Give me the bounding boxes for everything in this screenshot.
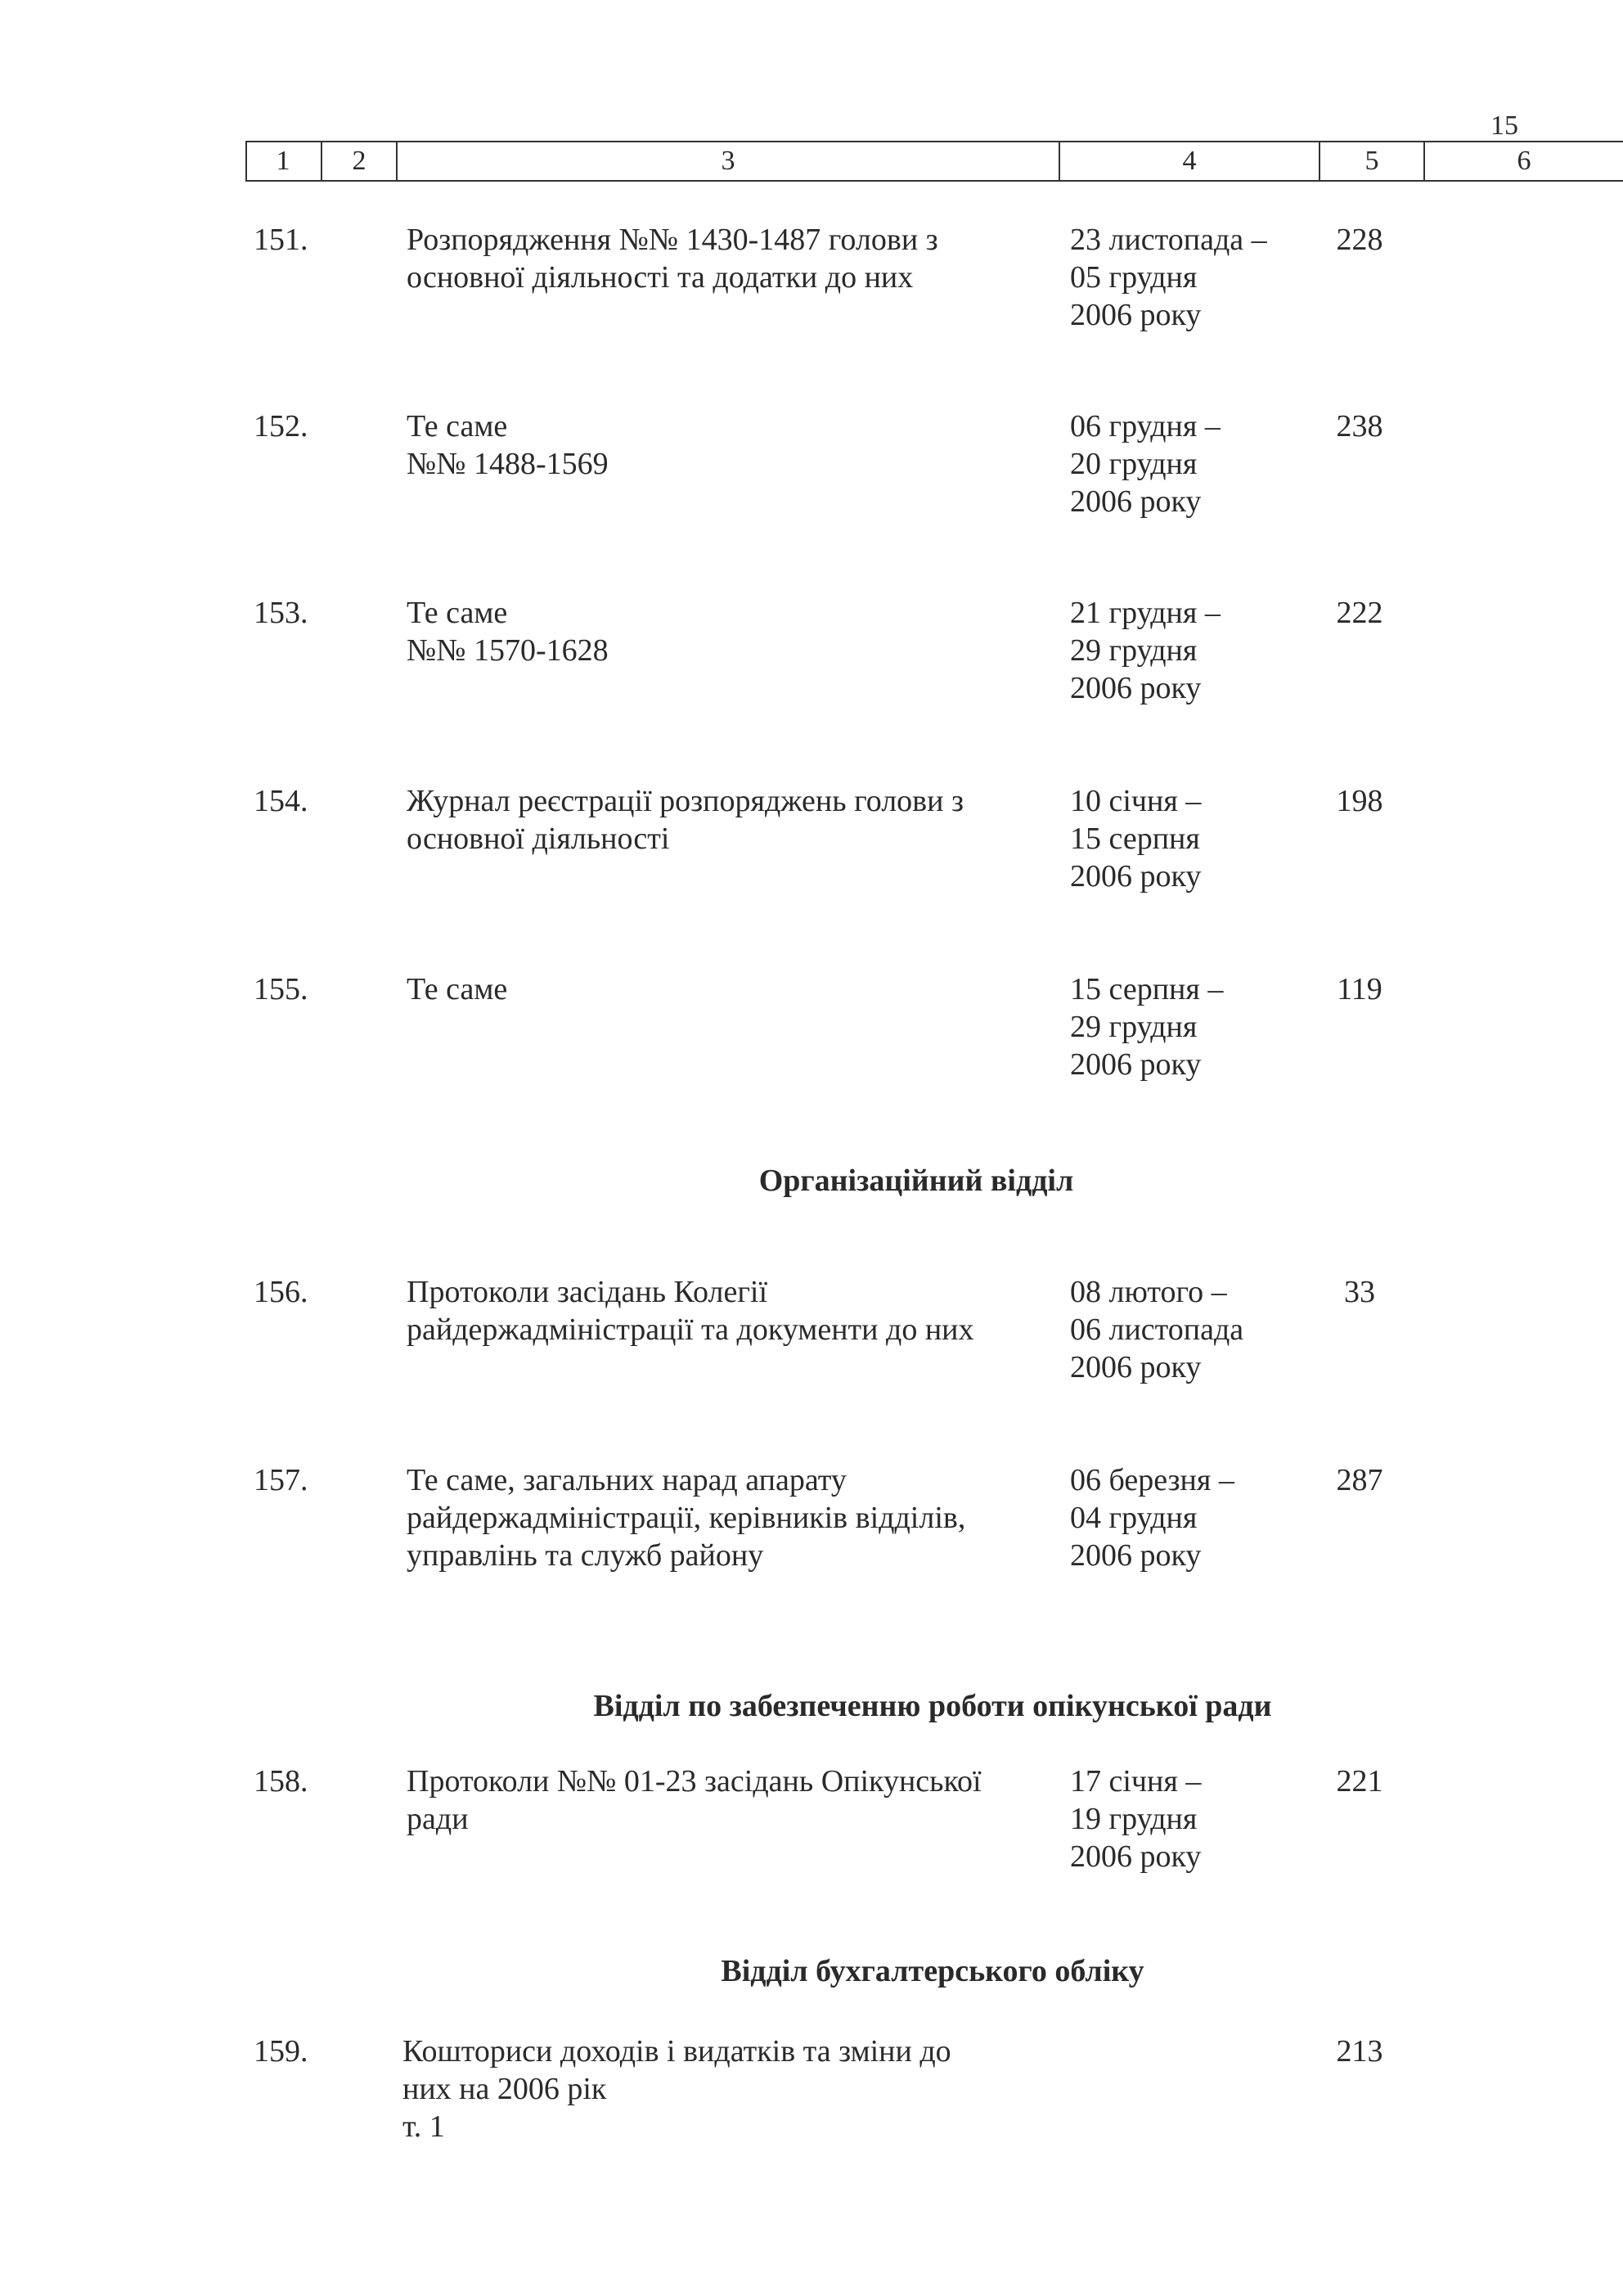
entry-title-line: Протоколи засідань Колегії	[407, 1275, 768, 1309]
header-col-1: 1	[245, 141, 322, 182]
column-header-row	[245, 141, 1623, 182]
entry-date-line: 2006 року	[1070, 1350, 1202, 1384]
entry-title-line: Те саме	[407, 409, 508, 443]
section-heading: Організаційний відділ	[758, 1164, 1074, 1198]
entry-sheet-count: 222	[1336, 596, 1383, 630]
entry-dates	[1070, 970, 1291, 1083]
entry-title	[407, 407, 1028, 483]
entry-date-line: 2006 року	[1070, 1047, 1202, 1082]
entry-date-line: 10 січня –	[1070, 784, 1202, 818]
entry-number: 153.	[254, 596, 308, 630]
entry-title-line: Кошториси доходів і видатків та зміни до	[402, 2034, 951, 2069]
entry-title	[407, 594, 1028, 669]
entry-title-line: райдержадміністрації та документи до них	[407, 1312, 974, 1347]
entry-date-line: 05 грудня	[1070, 260, 1198, 295]
entry-date-line: 21 грудня –	[1070, 596, 1221, 630]
entry-title-line: них на 2006 рік	[402, 2072, 607, 2106]
entry-sheet-count: 238	[1336, 409, 1383, 443]
entry-title	[407, 782, 1028, 858]
entry-date-line: 06 березня –	[1070, 1463, 1234, 1497]
entry-sheet-count: 198	[1336, 784, 1383, 818]
entry-title	[407, 1461, 1028, 1574]
entry-title-line: Розпорядження №№ 1430-1487 голови з	[407, 223, 938, 257]
entry-title-line: Те саме, загальних нарад апарату	[407, 1463, 847, 1497]
entry-date-line: 2006 року	[1070, 859, 1202, 894]
entry-number: 159.	[254, 2034, 308, 2069]
entry-sheet-count: 228	[1336, 223, 1383, 257]
entry-title-line: ради	[407, 1802, 469, 1836]
entry-date-line: 06 грудня –	[1070, 409, 1221, 443]
header-col-5: 5	[1320, 141, 1425, 182]
entry-title-line: Журнал реєстрації розпоряджень голови з	[407, 784, 964, 818]
entry-sheet-count: 221	[1336, 1764, 1383, 1799]
entry-title-line: Те саме	[407, 972, 508, 1006]
entry-number: 154.	[254, 784, 308, 818]
entry-sheet-count: 213	[1336, 2034, 1383, 2069]
entry-dates	[1070, 1461, 1291, 1574]
section-heading: Відділ бухгалтерського обліку	[721, 1954, 1144, 1988]
entry-date-line: 08 лютого –	[1070, 1275, 1227, 1309]
header-col-6: 6	[1517, 146, 1531, 176]
entry-title-line: Протоколи №№ 01-23 засідань Опікунської	[407, 1764, 982, 1799]
entry-title	[407, 1763, 1028, 1838]
entry-date-line: 06 листопада	[1070, 1312, 1244, 1347]
entry-title	[407, 221, 1028, 296]
entry-title-line: №№ 1488-1569	[407, 447, 609, 481]
entry-dates	[1070, 594, 1291, 707]
entry-title	[407, 1273, 1028, 1348]
entry-title	[407, 970, 1028, 1008]
entry-dates	[1070, 407, 1291, 520]
entry-title-line: Те саме	[407, 596, 508, 630]
entry-title-line: управлінь та служб району	[407, 1538, 764, 1573]
entry-date-line: 2006 року	[1070, 484, 1202, 519]
entry-date-line: 19 грудня	[1070, 1802, 1198, 1836]
entry-dates	[1070, 1273, 1291, 1386]
page-number: 15	[1490, 110, 1518, 141]
entry-dates	[1070, 221, 1291, 334]
header-col-4: 4	[1060, 141, 1320, 182]
entry-number: 158.	[254, 1764, 308, 1799]
entry-date-line: 04 грудня	[1070, 1501, 1198, 1535]
entry-number: 152.	[254, 409, 308, 443]
entry-title-line: основної діяльності	[407, 822, 670, 856]
entry-number: 156.	[254, 1275, 308, 1309]
entry-number: 157.	[254, 1463, 308, 1497]
entry-number: 151.	[254, 223, 308, 257]
entry-dates	[1070, 1763, 1291, 1875]
entry-dates	[1070, 782, 1291, 895]
entry-date-line: 15 серпня –	[1070, 972, 1224, 1006]
entry-date-line: 29 грудня	[1070, 633, 1198, 668]
entry-sheet-count: 33	[1344, 1275, 1375, 1309]
entry-date-line: 17 січня –	[1070, 1764, 1202, 1799]
header-col-2: 2	[322, 141, 398, 182]
entry-date-line: 2006 року	[1070, 298, 1202, 332]
entry-sheet-count: 287	[1336, 1463, 1383, 1497]
entry-date-line: 2006 року	[1070, 1839, 1202, 1874]
entry-date-line: 29 грудня	[1070, 1010, 1198, 1044]
entry-title-line: райдержадміністрації, керівників відділів,	[407, 1501, 966, 1535]
entry-date-line: 15 серпня	[1070, 822, 1200, 856]
entry-title-line: основної діяльності та додатки до них	[407, 260, 914, 295]
entry-number: 155.	[254, 972, 308, 1006]
entry-sheet-count: 119	[1337, 972, 1382, 1006]
section-heading: Відділ по забезпеченню роботи опікунської ради	[593, 1689, 1272, 1723]
entry-date-line: 2006 року	[1070, 671, 1202, 705]
entry-date-line: 23 листопада –	[1070, 223, 1267, 257]
entry-title-line: №№ 1570-1628	[407, 633, 609, 668]
header-col-3: 3	[398, 141, 1060, 182]
entry-title-line: т. 1	[402, 2109, 445, 2144]
entry-date-line: 20 грудня	[1070, 447, 1198, 481]
entry-title	[402, 2033, 1024, 2145]
entry-date-line: 2006 року	[1070, 1538, 1202, 1573]
